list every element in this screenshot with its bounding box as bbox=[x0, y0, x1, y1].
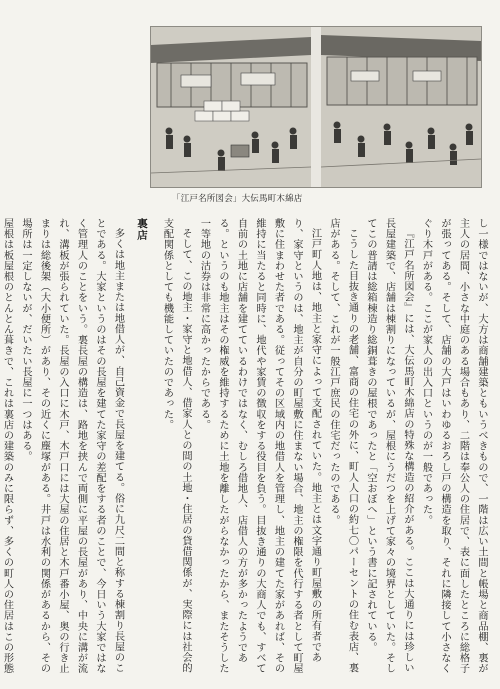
paragraph: 屋根は板屋根のとんとん葺きで、これは裏店の建築のみに限らず、多くの町人の住居はこの形態 bbox=[1, 218, 13, 674]
paragraph: 『江戸名所図会』には、大伝馬町木綿店の特殊な構造の紹介がある。ここは大通りには珍しい長屋建築で、店舗は棟割りになっているが、屋根にうだつを上げて家々の境界としていた。そしてこの普請は総箱棟造り総銅葺きの屋根であったと「空おぼへ」という書に記されている。 bbox=[365, 218, 413, 674]
edo-illustration bbox=[150, 26, 482, 188]
section-heading: 裏店 bbox=[136, 218, 148, 241]
paragraph: そして、この地主・家守と地借人、借家人との間の土地・住居の貸借関係が、実際には社会的支配関係としても機能していたのであった。 bbox=[161, 218, 191, 674]
woodblock-print-illustration bbox=[151, 27, 481, 187]
vertical-body-text bbox=[1, 218, 490, 678]
paragraph: 江戸町人地は、地主と家守によって支配されていた。地主とは文字通り町屋敷の所有者であり、家守というのは、地主が自分の町屋敷に住まない場合、地主の権限を代行する者として町屋敷に住まわせた者である。従ってその区域内の地借人を管理し、地主の建てた家があれば、その維持に当たると同時に、地代や家賃の徴収をする役目を負う。目抜き通りの大商人でも、すべて自前の土地に店舗を建てているわけではなく、むしろ借地人、店借人の方が多かったようである。というのも地主はその権威を維持するために土地を離したがらなかったから、またそうした一等地の沽券は非常に高かったからである。 bbox=[198, 218, 321, 674]
figure-caption: 「江戸名所図会」大伝馬町木綿店 bbox=[172, 194, 303, 204]
paragraph: こうした目抜き通りの老舗、富商の住宅の外に、町人人口の約七〇パーセントの住む表店、裏店がある。そして、これが一般江戸庶民の住宅だったのである。 bbox=[328, 218, 358, 674]
paragraph: 多くは地主または地借人が、自己資金で長屋を建てる。俗に九尺二間と称する棟割り長屋のことである。大家というのはその長屋を建てた家守の差配をする者のことで、今日いう大家ではなく管理人のことをいう。裏長屋の構造は、路地を挟んで両側に平屋の長屋があり、中央に溝が流れ、溝板が張られていた。長屋の入口に木戸、木戸口には大屋の住居と木戸番小屋、奥の行き止まりは総後架（大小便所）があり、その近くに塵塚がある。井戸は水利の関係があるから、その場所は一定しないが、だいたい長屋に一つはある。 bbox=[20, 218, 124, 674]
paragraph: し一様ではないが、大方は商舗建築ともいうべきもので、一階は広い土間と帳場と商品棚、裏が主人の居間、小さな中庭のある場合もあり、二階は奉公人の住居で、表に面したところに総格子が張ってある。そして、店舗の大戸はいわゆるおろし戸の構造を取り、それに隣接して小さなくぐり木戸がある。ここが家人の出入口というのが一般であった。 bbox=[420, 218, 487, 674]
